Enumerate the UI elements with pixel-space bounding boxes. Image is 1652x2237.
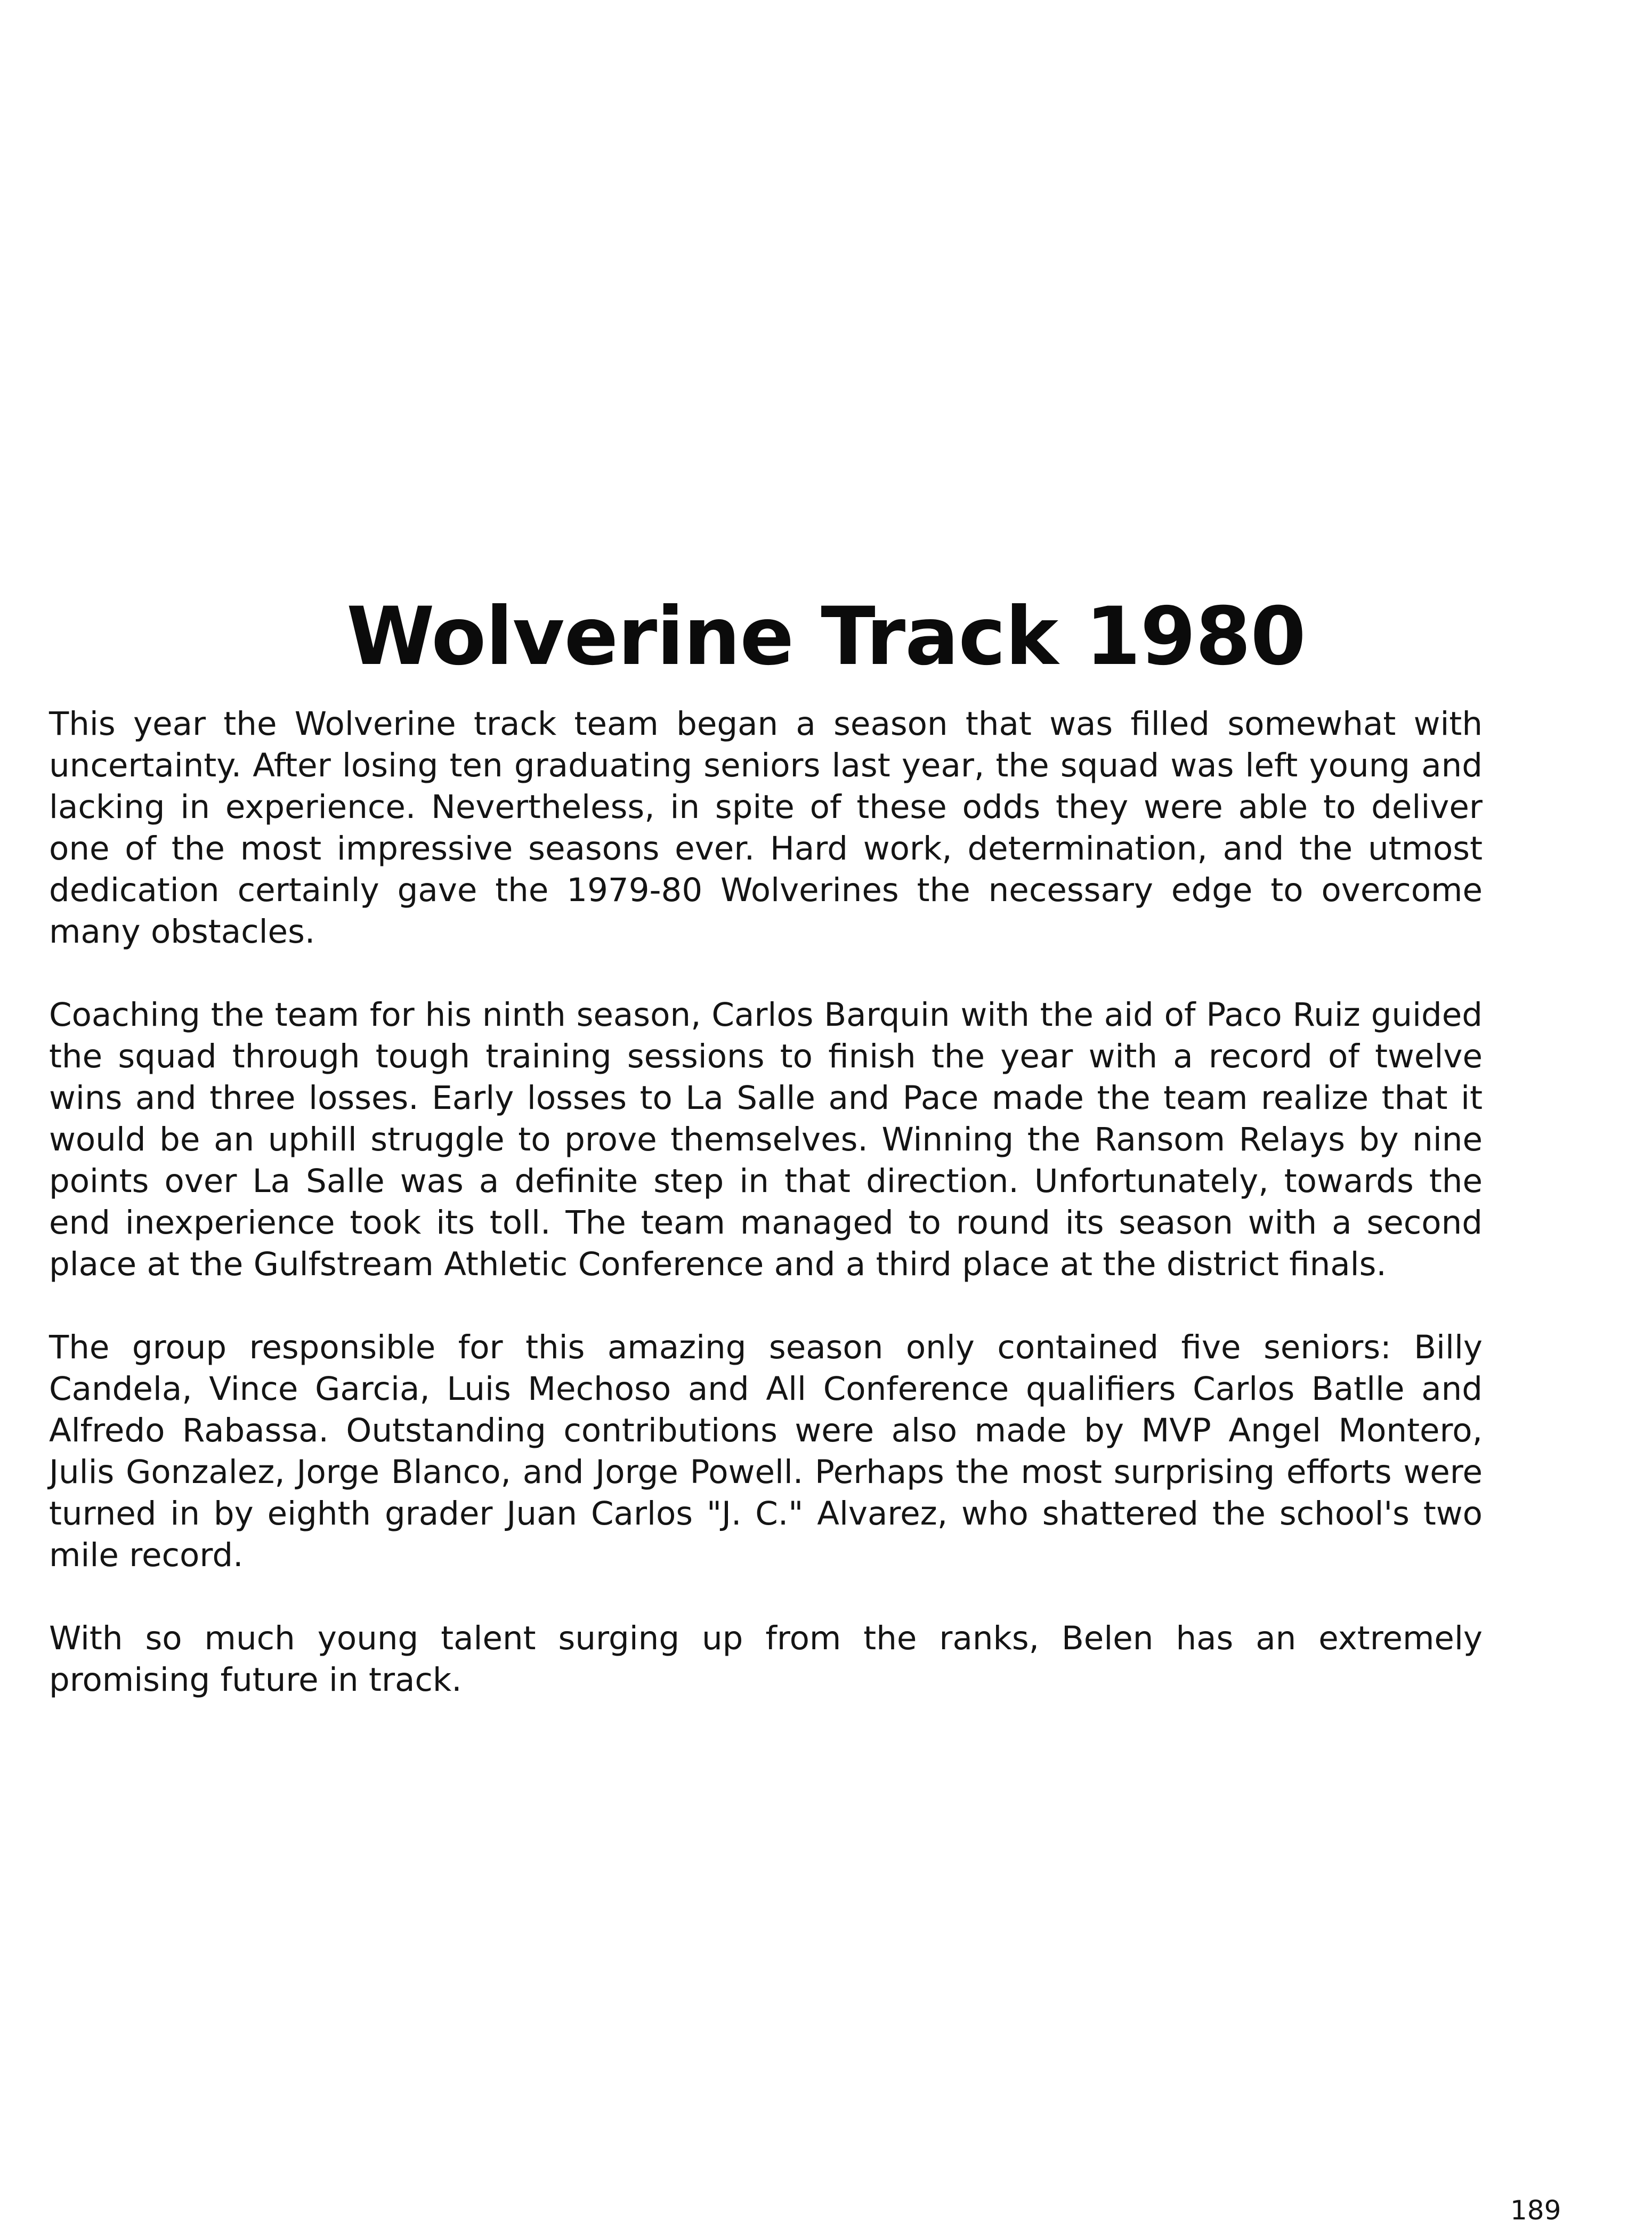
paragraph-intro: This year the Wolverine track team began a season that was filled somewhat with uncertainty. After losing ten graduating seniors last year, the squad was left young and lacking in experience. Nevertheless, in spite of these odds they were able to deliver one of the most impressive seasons ever. Hard work, determination, and the utmost dedication certainly gave the 1979-80 Wolverines the necessary edge to overcome many obstacles.: [49, 705, 1483, 951]
page-title: Wolverine Track 1980: [346, 590, 1306, 683]
paragraph-coaching: Coaching the team for his ninth season, Carlos Barquin with the aid of Paco Ruiz guided the squad through tough training sessions to finish the year with a record of twelve wins and three losses. Early losses to La Salle and Pace made the team realize that it would be an uphill struggle to prove themselves. Winning the Ransom Relays by nine points over La Salle was a definite step in that direction. Unfortunately, towards the end inexperience took its toll. The team managed to round its season with a second place at the Gulfstream Athletic Conference and a third place at the district finals.: [49, 996, 1483, 1283]
page-number: 189: [1510, 2195, 1561, 2226]
paragraph-future: With so much young talent surging up from the ranks, Belen has an extremely promising future in track.: [49, 1619, 1483, 1699]
article-body: [49, 703, 1483, 1742]
paragraph-seniors: The group responsible for this amazing season only contained five seniors: Billy Candela, Vince Garcia, Luis Mechoso and All Conference qualifiers Carlos Batlle and Alfredo Rabassa. Outstanding contributions were also made by MVP Angel Montero, Julis Gonzalez, Jorge Blanco, and Jorge Powell. Perhaps the most surprising efforts were turned in by eighth grader Juan Carlos "J. C." Alvarez, who shattered the school's two mile record.: [49, 1328, 1483, 1574]
